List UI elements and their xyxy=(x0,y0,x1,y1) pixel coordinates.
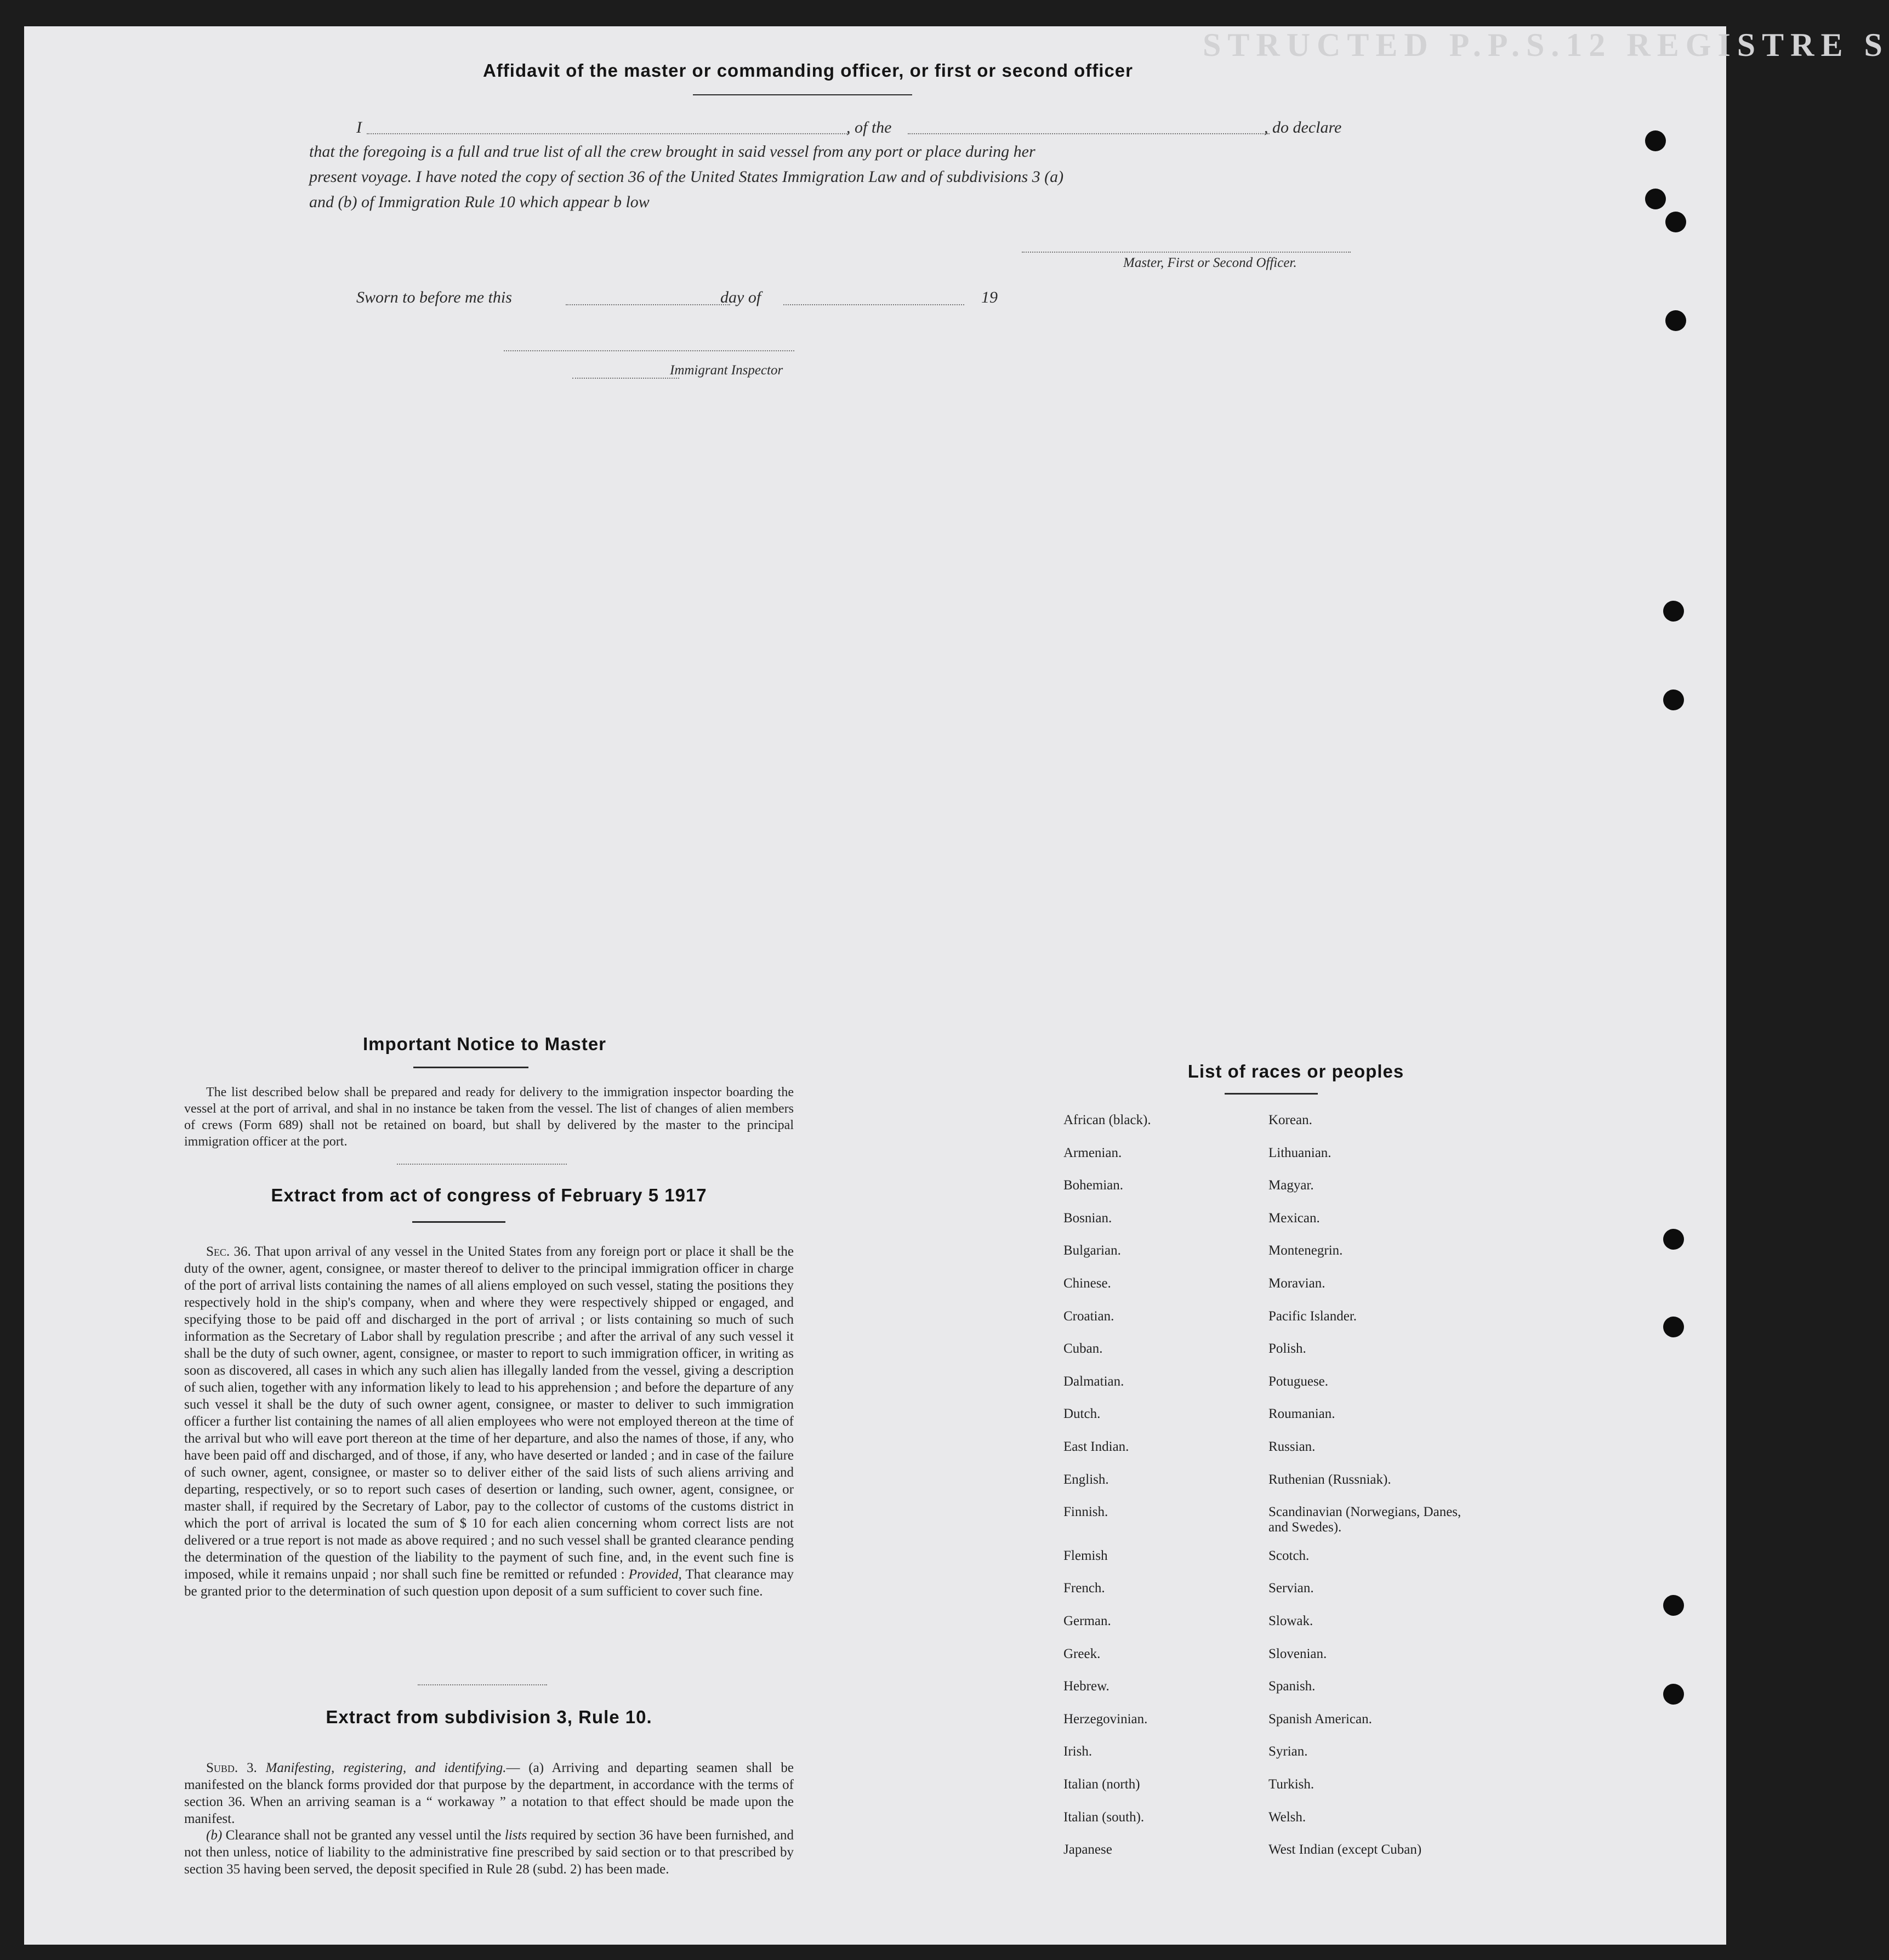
rule10-title: Extract from subdivision 3, Rule 10. xyxy=(326,1707,652,1727)
sec-text-part1: That upon arrival of any vessel in the United States from any foreign port or place it shall be the duty of the owner, agent, consignee, or master thereof to deliver to the principal immigration officer in charge of the port of arrival lists containing the names of all aliens employed on such vessel, stating the positions they respectively hold in the ship's company, when and where they were respectively shipped or engaged, and specifying those to be paid off and discharged in the port of arrival ; or lists containing so much of such information as the Secretary of Labor shall by regulation prescribe ; and after the arrival of any such vessel it shall be the duty of such owner, agent, consignee, or master to report to such immigration officer, in writing as soon as discovered, all cases in which any such alien has illegally landed from the vessel, giving a description of such alien, together with any information likely to lead to his apprehension ; and before the departure of any such vessel it shall be the duty of such owner agent, consignee, or master to deliver to such immigration officer a further list containing the names of all alien employees who were not employed thereon at the time of the arrival but who will eave port thereon at the time of her departure, and also the names of those, if any, who have been paid off and discharged, and of those, if any, who have deserted or landed ; and in case of the failure of such owner, agent, consignee, or master so to deliver either of the said lists of such aliens arriving and departing, respectively, or so to report such cases of desertion or landing, such owner, agent, consignee, or master shall, if required by the Secretary of Labor, pay to the collector of customs of the customs district in which the port of arrival is located the sum of $ 10 for each alien concerning whom correct lists are not delivered or a true report is not made as above required ; and no such vessel shall be granted clearance pending the determination of the question of the liability to the payment of such fine, and, in the event such fine is imposed, while it remains unpaid ; nor shall such fine be remitted or refunded : xyxy=(184,1244,794,1582)
affidavit-line3: present voyage. I have noted the copy of section 36 of the United States Immigration Law and of subdivisions 3 (a) xyxy=(309,168,1064,186)
binding-hole xyxy=(1663,690,1684,710)
races-title: List of races or peoples xyxy=(1187,1061,1404,1081)
race-item: Slovenian. xyxy=(1268,1646,1327,1661)
affidavit-line4: and (b) of Immigration Rule 10 which appear b low xyxy=(309,193,650,211)
binding-hole xyxy=(1663,1229,1684,1250)
race-item: Bohemian. xyxy=(1063,1178,1124,1193)
race-item: Herzegovinian. xyxy=(1063,1712,1148,1727)
race-item: French. xyxy=(1063,1581,1105,1596)
race-item: Greek. xyxy=(1063,1646,1101,1661)
signature-line xyxy=(1022,251,1351,253)
affidavit-line1-i: I xyxy=(356,118,362,136)
sworn-day-of: day of xyxy=(720,288,761,306)
race-item: Hebrew. xyxy=(1063,1679,1109,1694)
race-item: Armenian. xyxy=(1063,1146,1122,1160)
race-item: Italian (north) xyxy=(1063,1777,1140,1792)
notice-title-rule xyxy=(413,1067,528,1068)
subd-para-a-text: — (a) Arriving and departing seamen shall be manifested on the blanck forms provided dor that purpose by the department, in accordance with the terms of section 36. When an arriving seaman is a “ workaway ” a notation to that effect should be made upon the manifest. xyxy=(184,1760,794,1826)
subd-heading: Manifesting, registering, and identifying. xyxy=(265,1760,507,1775)
race-item: Scandinavian (Norwegians, Danes, and Swedes). xyxy=(1268,1505,1461,1535)
race-item: Servian. xyxy=(1268,1581,1314,1596)
name-blank-line xyxy=(367,133,849,134)
act-section-36 xyxy=(184,1243,794,1600)
subd-label: Subd. 3. xyxy=(206,1760,257,1775)
bleed-through-header: STRUCTED P.P.S.12 REGISTRE S xyxy=(1203,27,1889,63)
race-item: Korean. xyxy=(1268,1113,1312,1127)
binding-hole xyxy=(1645,130,1666,151)
race-item: Bosnian. xyxy=(1063,1211,1112,1226)
race-item: Roumanian. xyxy=(1268,1406,1335,1421)
race-item: Spanish American. xyxy=(1268,1712,1372,1727)
race-item: Croatian. xyxy=(1063,1309,1114,1324)
sworn-text: Sworn to before me this xyxy=(356,288,512,306)
manifest-sheet xyxy=(24,26,1889,1945)
sworn-day-blank xyxy=(566,304,730,305)
binding-hole xyxy=(1645,189,1666,209)
binding-hole xyxy=(1663,1595,1684,1616)
binding-hole xyxy=(1663,1317,1684,1337)
affidavit-line1-of-the: , of the xyxy=(846,118,892,136)
race-item: West Indian (except Cuban) xyxy=(1268,1842,1422,1857)
sec-label: Sec. 36. xyxy=(206,1244,251,1259)
binding-hole xyxy=(1663,1684,1684,1705)
notice-divider xyxy=(397,1163,567,1165)
act-title: Extract from act of congress of February 5 1917 xyxy=(271,1185,707,1205)
race-item: Ruthenian (Russniak). xyxy=(1268,1472,1391,1487)
race-item: Welsh. xyxy=(1268,1810,1306,1825)
notice-text: The list described below shall be prepared and ready for delivery to the immigration inspector boarding the vessel at the port of arrival, and shal in no instance be taken from the vessel. The list of changes of alien members of crews (Form 689) shall not be retained on board, but shall by delivered by the master to the principal immigration officer at the port. xyxy=(184,1085,794,1149)
race-item: Finnish. xyxy=(1063,1505,1108,1519)
race-item: Mexican. xyxy=(1268,1211,1320,1226)
race-item: Montenegrin. xyxy=(1268,1243,1343,1258)
race-item: Russian. xyxy=(1268,1439,1316,1454)
sec-text-part2: That clearance may be granted prior to the determination of such question upon deposit of a sum sufficient to cover such fine. xyxy=(184,1567,794,1599)
para-b-lists: lists xyxy=(504,1828,527,1843)
affidavit-title: Affidavit of the master or commanding officer, or first or second officer xyxy=(482,60,1133,81)
race-item: Dalmatian. xyxy=(1063,1374,1124,1389)
binding-hole xyxy=(1665,310,1686,331)
act-divider xyxy=(418,1684,547,1685)
race-item: Bulgarian. xyxy=(1063,1243,1121,1258)
sec-provided: Provided, xyxy=(628,1567,682,1582)
inspector-short-line xyxy=(572,377,679,379)
race-item: Slowak. xyxy=(1268,1614,1313,1628)
para-b-text-2: required by section 36 have been furnished, and not then unless, notice of liability to the administrative fine prescribed by said section or to that prescribed by section 35 having been served, the deposit specified in Rule 28 (subd. 2) has been made. xyxy=(184,1828,794,1877)
affidavit-line1-declare: , do declare xyxy=(1264,118,1342,136)
affidavit-line2: that the foregoing is a full and true list of all the crew brought in said vessel from any port or place during her xyxy=(309,143,1035,161)
race-item: Lithuanian. xyxy=(1268,1146,1332,1160)
race-item: English. xyxy=(1063,1472,1109,1487)
sworn-year: 19 xyxy=(981,288,998,306)
race-item: Pacific Islander. xyxy=(1268,1309,1357,1324)
race-item: East Indian. xyxy=(1063,1439,1129,1454)
race-item: Cuban. xyxy=(1063,1341,1103,1356)
signature-caption: Master, First or Second Officer. xyxy=(1123,255,1297,270)
race-item: Japanese xyxy=(1063,1842,1112,1857)
binding-hole xyxy=(1665,212,1686,232)
race-item: Irish. xyxy=(1063,1744,1093,1759)
race-item: German. xyxy=(1063,1614,1111,1628)
notice-title: Important Notice to Master xyxy=(362,1034,607,1054)
para-b-text-1: Clearance shall not be granted any vessel until the xyxy=(225,1828,502,1843)
race-item: Dutch. xyxy=(1063,1406,1101,1421)
race-item: Turkish. xyxy=(1268,1777,1315,1792)
para-b-label: (b) xyxy=(206,1828,223,1843)
race-item: Moravian. xyxy=(1268,1276,1325,1291)
race-item: Flemish xyxy=(1063,1548,1108,1563)
race-item: Italian (south). xyxy=(1063,1810,1145,1825)
race-item: Syrian. xyxy=(1268,1744,1308,1759)
rule10-para-a xyxy=(184,1759,794,1827)
race-item: Magyar. xyxy=(1268,1178,1314,1193)
sworn-month-blank xyxy=(783,304,964,305)
races-title-rule xyxy=(1225,1093,1318,1095)
race-item: Polish. xyxy=(1268,1341,1306,1356)
race-item: African (black). xyxy=(1063,1113,1151,1127)
act-title-rule xyxy=(412,1221,505,1223)
inspector-caption: Immigrant Inspector xyxy=(670,363,783,378)
race-item: Potuguese. xyxy=(1268,1374,1329,1389)
race-item: Chinese. xyxy=(1063,1276,1111,1291)
binding-hole xyxy=(1663,601,1684,622)
vessel-blank-line xyxy=(908,133,1270,134)
inspector-signature-line xyxy=(504,350,794,351)
race-item: Scotch. xyxy=(1268,1548,1310,1563)
rule10-para-b xyxy=(184,1827,794,1878)
race-item: Spanish. xyxy=(1268,1679,1316,1694)
affidavit-title-rule xyxy=(693,94,912,95)
